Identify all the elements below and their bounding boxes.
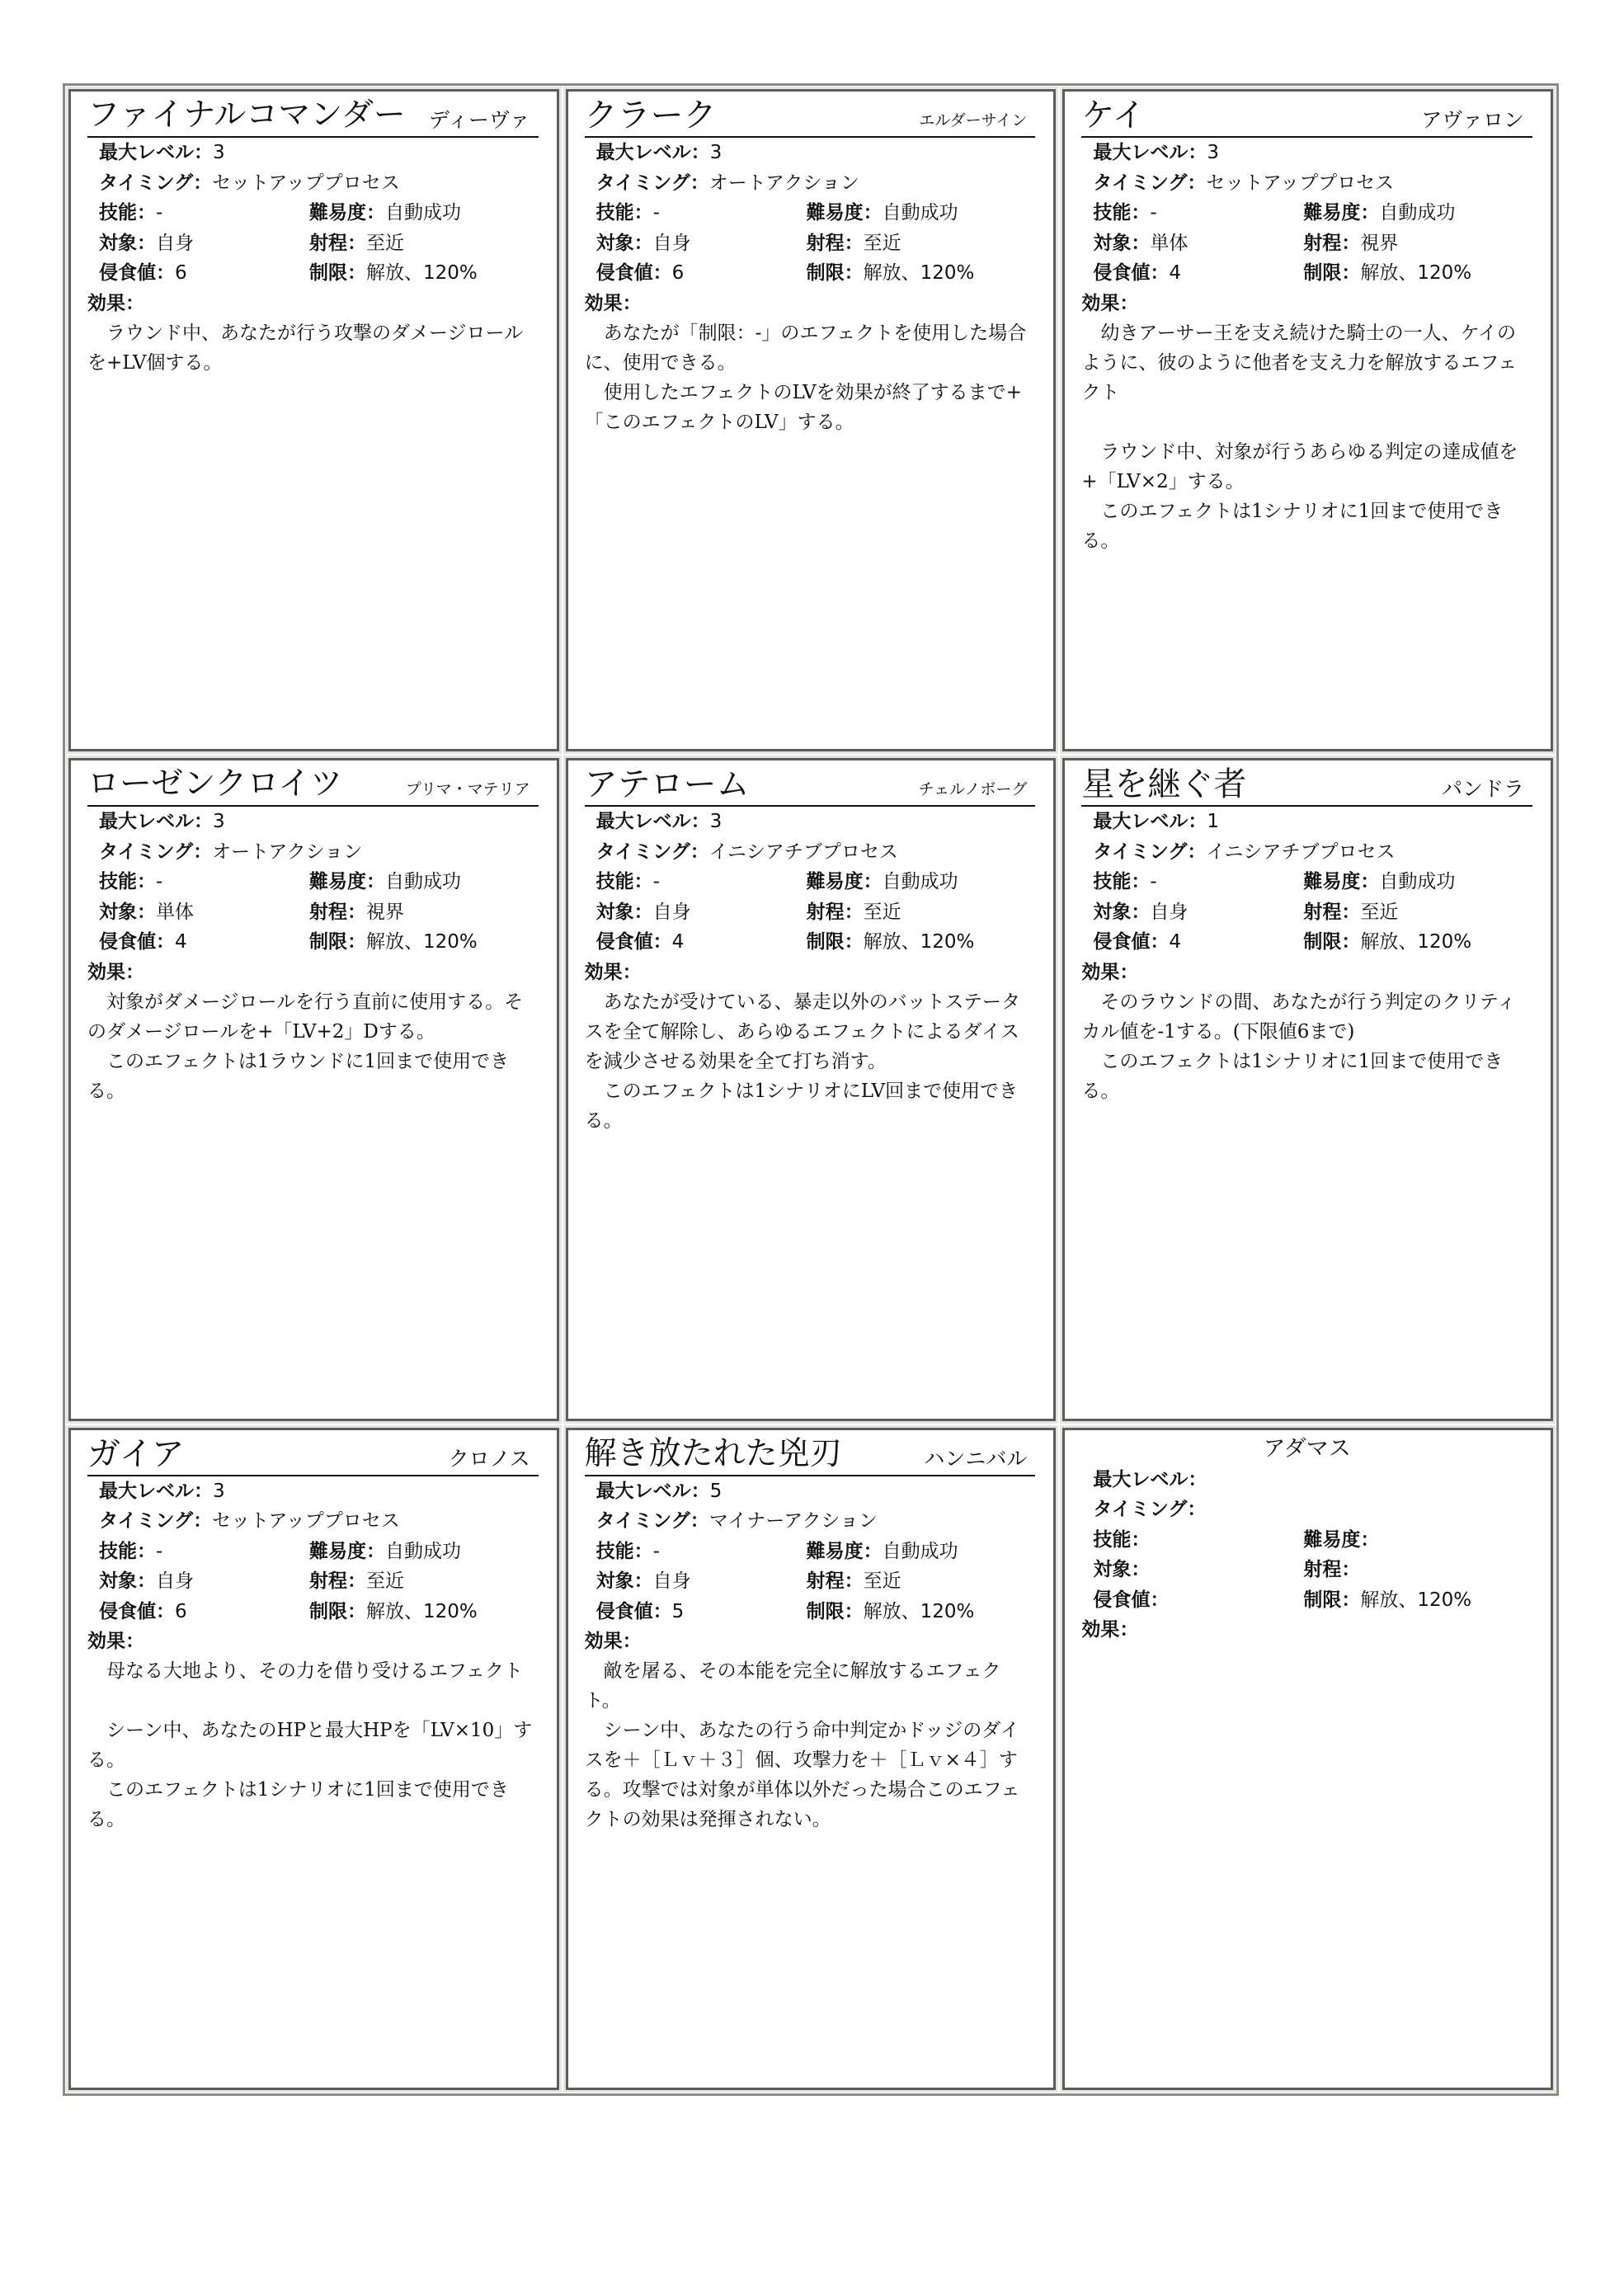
erosion-value: 4 [1169,262,1181,284]
timing-value: イニシアチブプロセス [1206,840,1396,863]
timing-row [585,168,1039,199]
erosion-row [585,1597,1039,1627]
syndrome-name: チェルノボーグ [918,780,1028,799]
syndrome-name: アダマス [1263,1435,1351,1462]
card-header [1081,765,1532,807]
target-label: 対象： [595,1570,653,1593]
effect-paragraph: このエフェクトは1シナリオに1回まで使用できる。 [1081,1050,1504,1102]
timing-row [585,837,1039,868]
erosion-row [1081,1585,1536,1616]
effect-label: 効果： [584,961,642,983]
max-level-label: 最大レベル： [1093,142,1207,163]
range-value: 至近 [863,1570,901,1593]
target-label: 対象： [99,901,156,923]
effect-name: 解き放たれた兇刃 [584,1434,842,1472]
effect-card-5 [566,758,1057,1420]
range-value: 至近 [863,901,901,923]
effect-paragraph: このエフェクトは1シナリオに1回まで使用できる。 [1081,500,1504,552]
effect-paragraph: あなたが「制限：-」のエフェクトを使用した場合に、使用できる。 [584,322,1027,374]
timing-label: タイミング： [99,840,213,863]
difficulty-label: 難易度： [806,202,883,224]
max-level-label: 最大レベル： [1093,811,1207,833]
max-level-label: 最大レベル： [99,1480,213,1502]
target-label: 対象： [595,232,653,254]
timing-label: タイミング： [595,172,709,194]
erosion-row [1081,927,1536,958]
target-row [87,228,542,259]
skill-row [585,867,1039,897]
limit-label: 制限： [806,262,864,284]
limit-value: 解放、120% [366,1600,478,1622]
effect-card-sheet [63,83,1559,2096]
skill-label: 技能： [99,871,156,893]
effect-text [1081,318,1536,556]
range-label: 射程： [309,1570,366,1593]
effect-card-3 [1062,89,1553,751]
skill-row [87,1537,542,1567]
erosion-row [585,258,1039,289]
effect-text [585,987,1039,1136]
effect-card-1 [68,89,559,751]
range-label: 射程： [806,1570,864,1593]
timing-row [1081,1495,1536,1525]
erosion-value: 6 [175,262,187,284]
limit-label: 制限： [806,1600,864,1622]
effect-card-2 [566,89,1057,751]
target-value: 自身 [156,232,194,254]
effect-paragraph [1081,407,1531,437]
max-level-label: 最大レベル： [595,811,710,833]
effect-text [1081,987,1536,1106]
timing-label: タイミング： [1093,172,1207,194]
erosion-value: 4 [671,931,685,953]
difficulty-value: 自動成功 [1379,871,1456,893]
limit-value: 解放、120% [1360,931,1472,953]
max-level-row [87,807,542,837]
skill-value: - [156,202,163,224]
target-value: 自身 [652,901,691,923]
erosion-label: 侵食値： [99,262,175,284]
erosion-label: 侵食値： [1093,1589,1170,1611]
erosion-label: 侵食値： [1093,931,1170,953]
limit-value: 解放、120% [366,262,478,284]
erosion-value: 6 [175,1600,187,1622]
limit-label: 制限： [1303,931,1361,953]
limit-label: 制限： [309,1600,366,1622]
effect-card-7 [68,1428,559,2090]
card-grid [68,89,1553,2090]
timing-label: タイミング： [1093,840,1207,863]
effect-label: 効果： [1081,292,1139,314]
target-value: 自身 [156,1570,194,1593]
card-header [585,1435,1036,1476]
difficulty-label: 難易度： [1303,871,1380,893]
effect-card-4 [68,758,559,1420]
effect-name: クラーク [584,97,717,134]
erosion-label: 侵食値： [595,1600,672,1622]
effect-card-6 [1062,758,1553,1420]
timing-label: タイミング： [99,1510,213,1533]
target-row [87,897,542,928]
difficulty-label: 難易度： [1303,202,1380,224]
skill-label: 技能： [595,202,653,224]
skill-label: 技能： [1093,202,1151,224]
difficulty-value: 自動成功 [882,202,958,224]
timing-row [87,168,542,199]
range-label: 射程： [309,901,366,923]
skill-row [585,198,1039,228]
effect-paragraph: 敵を屠る、その本能を完全に解放するエフェクト。 [584,1660,1001,1712]
skill-row [87,867,542,897]
target-row [585,1566,1039,1597]
erosion-row [87,258,542,289]
timing-value: オートアクション [212,840,363,863]
range-value: 至近 [863,232,901,254]
max-level-row [87,138,542,168]
difficulty-value: 自動成功 [882,1540,958,1562]
timing-value: セットアッププロセス [1206,172,1395,194]
erosion-row [1081,258,1536,289]
difficulty-label: 難易度： [806,1540,883,1562]
timing-label: タイミング： [595,1510,709,1533]
difficulty-value: 自動成功 [1379,202,1456,224]
effect-paragraph: 使用したエフェクトのLVを効果が終了するまで+「このエフェクトのLV」する。 [584,381,1022,433]
effect-label: 効果： [584,1631,642,1653]
range-label: 射程： [1303,1559,1361,1581]
max-level-row [585,807,1039,837]
effect-name: ガイア [87,1434,185,1473]
limit-value: 解放、120% [1360,1589,1472,1611]
max-level-value: 5 [709,1480,723,1502]
effect-text [87,1656,542,1834]
effect-text [87,318,542,378]
syndrome-name: パンドラ [1441,777,1524,802]
timing-row [1081,837,1536,868]
skill-label: 技能： [1093,1528,1151,1551]
effect-label: 効果： [1081,961,1139,983]
max-level-value: 3 [709,811,723,833]
limit-value: 解放、120% [863,931,975,953]
target-row [1081,228,1536,259]
target-row [1081,1555,1536,1585]
target-label: 対象： [1093,232,1151,254]
limit-value: 解放、120% [863,262,975,284]
timing-value: イニシアチブプロセス [708,840,898,863]
effect-label: 効果： [87,1631,144,1653]
timing-label: タイミング： [595,840,709,863]
effect-paragraph: ラウンド中、あなたが行う攻撃のダメージロールを+LV個する。 [87,322,524,374]
difficulty-label: 難易度： [309,202,385,224]
erosion-label: 侵食値： [595,931,672,953]
timing-row [1081,168,1536,199]
syndrome-name: プリマ・マテリア [405,780,530,799]
effect-paragraph: このエフェクトは1ラウンドに1回まで使用できる。 [87,1050,510,1102]
erosion-row [87,1597,542,1627]
timing-value: セットアッププロセス [212,1510,400,1533]
erosion-row [87,927,542,958]
card-header [87,97,539,138]
erosion-label: 侵食値： [99,931,175,953]
difficulty-value: 自動成功 [385,202,461,224]
target-value: 自身 [652,232,691,254]
skill-value: - [652,871,660,893]
effect-text [585,318,1039,437]
limit-value: 解放、120% [1360,262,1472,284]
skill-row [1081,867,1536,897]
effect-label: 効果： [87,292,144,314]
range-value: 至近 [1360,901,1399,923]
max-level-value: 3 [213,811,225,833]
timing-row [585,1506,1039,1537]
limit-label: 制限： [309,262,366,284]
effect-paragraph: シーン中、あなたの行う命中判定かドッジのダイスを＋［Ｌｖ＋３］個、攻撃力を＋［Ｌｖ×４］する。攻撃では対象が単体以外だった場合このエフェクトの効果は発揮されない。 [584,1720,1020,1831]
skill-value: - [652,1540,660,1562]
target-row [585,897,1039,928]
syndrome-name: ディーヴァ [428,108,530,132]
card-header [1081,97,1532,138]
range-value: 視界 [1360,232,1399,254]
max-level-value: 3 [709,142,723,163]
erosion-value: 4 [1169,931,1181,953]
skill-value: - [156,871,163,893]
effect-paragraph: このエフェクトは1シナリオに1回まで使用できる。 [87,1779,509,1831]
effect-paragraph [87,1686,537,1716]
target-value: 単体 [1150,232,1189,254]
max-level-row [1081,1465,1536,1495]
skill-value: - [1150,871,1157,893]
limit-label: 制限： [1303,262,1361,284]
limit-value: 解放、120% [863,1600,975,1622]
skill-row [1081,198,1536,228]
effect-label: 効果： [1081,1619,1139,1641]
effect-name: ファイナルコマンダー [87,97,406,134]
card-header [1081,1435,1532,1465]
max-level-value: 3 [1207,142,1219,163]
card-header [87,1435,539,1476]
target-label: 対象： [99,232,156,254]
effect-name: アテローム [584,765,750,804]
timing-value: セットアッププロセス [212,172,400,194]
effect-paragraph: 母なる大地より、その力を借り受けるエフェクト [87,1660,523,1683]
limit-label: 制限： [309,931,366,953]
target-value: 自身 [652,1570,691,1593]
effect-name: ローゼンクロイツ [87,765,343,803]
erosion-label: 侵食値： [1093,262,1170,284]
target-label: 対象： [1093,901,1151,923]
timing-value: マイナーアクション [708,1510,878,1533]
skill-value: - [1150,202,1157,224]
syndrome-name: エルダーサイン [919,111,1028,129]
card-header [585,765,1036,807]
max-level-row [585,138,1039,168]
difficulty-value: 自動成功 [882,871,958,893]
skill-value: - [652,202,660,224]
range-label: 射程： [1303,901,1361,923]
max-level-row [1081,138,1536,168]
max-level-row [585,1476,1039,1507]
range-label: 射程： [1303,232,1361,254]
difficulty-label: 難易度： [309,871,385,893]
limit-label: 制限： [806,931,864,953]
erosion-value: 5 [671,1600,685,1622]
effect-text [87,987,542,1106]
skill-label: 技能： [1093,871,1151,893]
target-label: 対象： [1093,1559,1151,1581]
effect-label: 効果： [87,961,144,983]
timing-row [87,1506,542,1537]
target-row [585,228,1039,259]
max-level-value: 1 [1207,811,1219,833]
skill-label: 技能： [99,202,156,224]
max-level-value: 3 [213,1480,225,1502]
skill-label: 技能： [595,1540,653,1562]
effect-paragraph: このエフェクトは1シナリオにLV回まで使用できる。 [584,1080,1019,1132]
skill-label: 技能： [99,1540,156,1562]
target-row [87,1566,542,1597]
difficulty-label: 難易度： [309,1540,385,1562]
effect-card-9 [1062,1428,1553,2090]
max-level-row [1081,807,1536,837]
skill-row [87,198,542,228]
max-level-label: 最大レベル： [595,1480,710,1502]
skill-row [585,1537,1039,1567]
card-header [87,765,539,807]
effect-paragraph: あなたが受けている、暴走以外のバットステータスを全て解除し、あらゆるエフェクトによるダイスを減少させる効果を全て打ち消す。 [584,991,1020,1072]
timing-label: タイミング： [1093,1499,1207,1521]
erosion-value: 6 [671,262,685,284]
erosion-label: 侵食値： [99,1600,175,1622]
range-value: 視界 [366,901,404,923]
effect-name: 星を継ぐ者 [1081,765,1247,804]
difficulty-value: 自動成功 [385,1540,461,1562]
range-label: 射程： [806,901,864,923]
effect-paragraph: 幼きアーサー王を支え続けた騎士の一人、ケイのように、彼のように他者を支え力を解放するエフェクト [1081,322,1518,403]
max-level-label: 最大レベル： [1093,1468,1207,1490]
max-level-row [87,1476,542,1507]
limit-value: 解放、120% [366,931,478,953]
difficulty-label: 難易度： [1303,1528,1380,1551]
effect-text [585,1656,1039,1834]
effect-paragraph: ラウンド中、対象が行うあらゆる判定の達成値を+「LV×2」する。 [1081,440,1518,492]
erosion-value: 4 [175,931,187,953]
timing-label: タイミング： [99,172,213,194]
target-label: 対象： [595,901,653,923]
target-value: 単体 [156,901,194,923]
range-label: 射程： [309,232,366,254]
difficulty-label: 難易度： [806,871,883,893]
max-level-label: 最大レベル： [99,142,213,163]
syndrome-name: ハンニバル [924,1446,1028,1471]
target-value: 自身 [1150,901,1189,923]
limit-label: 制限： [1303,1589,1361,1611]
card-header [585,97,1036,138]
syndrome-name: クロノス [448,1446,530,1471]
max-level-label: 最大レベル： [99,811,213,833]
effect-paragraph: そのラウンドの間、あなたが行う判定のクリティカル値を-1する。(下限値6まで) [1081,991,1517,1043]
skill-value: - [156,1540,163,1562]
skill-row [1081,1525,1536,1556]
effect-card-8 [566,1428,1057,2090]
effect-paragraph: 対象がダメージロールを行う直前に使用する。そのダメージロールを+「LV+2」Dする。 [87,991,524,1043]
range-value: 至近 [366,232,404,254]
max-level-label: 最大レベル： [595,142,710,163]
timing-value: オートアクション [708,172,859,194]
timing-row [87,837,542,868]
max-level-value: 3 [213,142,225,163]
difficulty-value: 自動成功 [385,871,461,893]
range-value: 至近 [366,1570,404,1593]
erosion-row [585,927,1039,958]
erosion-label: 侵食値： [595,262,672,284]
skill-label: 技能： [595,871,653,893]
effect-name: ケイ [1081,97,1146,134]
range-label: 射程： [806,232,864,254]
effect-label: 効果： [584,292,642,314]
target-label: 対象： [99,1570,156,1593]
effect-paragraph: シーン中、あなたのHPと最大HPを「LV×10」する。 [87,1720,533,1772]
target-row [1081,897,1536,928]
syndrome-name: アヴァロン [1421,108,1524,132]
